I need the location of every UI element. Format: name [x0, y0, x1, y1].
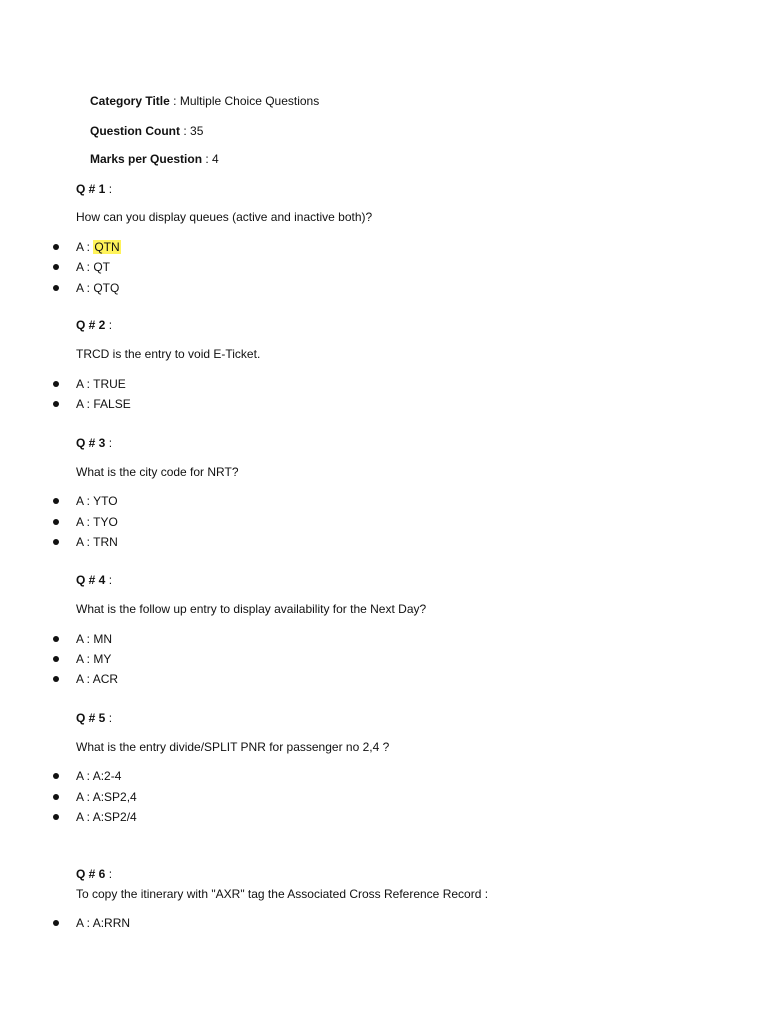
answer-option: A : TYO — [76, 515, 118, 529]
bullet — [53, 676, 59, 682]
answer-option: A : A:SP2,4 — [76, 790, 137, 804]
bullet — [53, 773, 59, 779]
category-title-label: Category Title — [90, 94, 170, 108]
question-text: What is the entry divide/SPLIT PNR for passenger no 2,4 ? — [76, 740, 390, 754]
marks-per-question-line — [90, 152, 219, 166]
bullet — [53, 539, 59, 545]
bullet — [53, 656, 59, 662]
question-count-label: Question Count — [90, 124, 180, 138]
separator: : — [202, 152, 213, 166]
answer-option: A : TRN — [76, 535, 118, 549]
question-count-value: 35 — [190, 124, 204, 138]
question-text: What is the follow up entry to display availability for the Next Day? — [76, 602, 427, 616]
question-heading: Q # 6 : — [76, 867, 113, 881]
answer-option: A : YTO — [76, 494, 118, 508]
bullet — [53, 636, 59, 642]
separator: : — [169, 94, 180, 108]
bullet — [53, 285, 59, 291]
question-text: How can you display queues (active and inactive both)? — [76, 210, 373, 224]
bullet — [53, 519, 59, 525]
answer-option: A : QT — [76, 260, 111, 274]
question-count-line — [90, 124, 203, 138]
bullet — [53, 381, 59, 387]
marks-per-question-value: 4 — [212, 152, 219, 166]
question-heading: Q # 3 : — [76, 436, 113, 450]
bullet — [53, 794, 59, 800]
question-heading: Q # 1 : — [76, 182, 113, 196]
bullet — [53, 264, 59, 270]
category-title-line — [90, 94, 319, 108]
answer-option: A : QTQ — [76, 281, 120, 295]
question-heading: Q # 5 : — [76, 711, 113, 725]
marks-per-question-label: Marks per Question — [90, 152, 203, 166]
bullet — [53, 498, 59, 504]
answer-option: A : ACR — [76, 672, 119, 686]
answer-option: A : A:SP2/4 — [76, 810, 137, 824]
category-title-value: Multiple Choice Questions — [179, 94, 320, 108]
answer-option: A : MY — [76, 652, 112, 666]
answer-option: A : A:RRN — [76, 916, 131, 930]
question-heading: Q # 4 : — [76, 573, 113, 587]
highlighted-answer: QTN — [94, 240, 120, 254]
question-text: What is the city code for NRT? — [76, 465, 239, 479]
bullet — [53, 920, 59, 926]
question-text: TRCD is the entry to void E-Ticket. — [76, 347, 261, 361]
answer-option: A : MN — [76, 632, 113, 646]
question-text: To copy the itinerary with "AXR" tag the Associated Cross Reference Record : — [76, 887, 489, 901]
separator: : — [180, 124, 191, 138]
answer-option: A : TRUE — [76, 377, 126, 391]
bullet — [53, 401, 59, 407]
answer-option: A : A:2-4 — [76, 769, 122, 783]
question-heading: Q # 2 : — [76, 318, 113, 332]
bullet — [53, 244, 59, 250]
answer-option: A : FALSE — [76, 397, 131, 411]
answer-option: A : QTN — [76, 240, 120, 254]
bullet — [53, 814, 59, 820]
